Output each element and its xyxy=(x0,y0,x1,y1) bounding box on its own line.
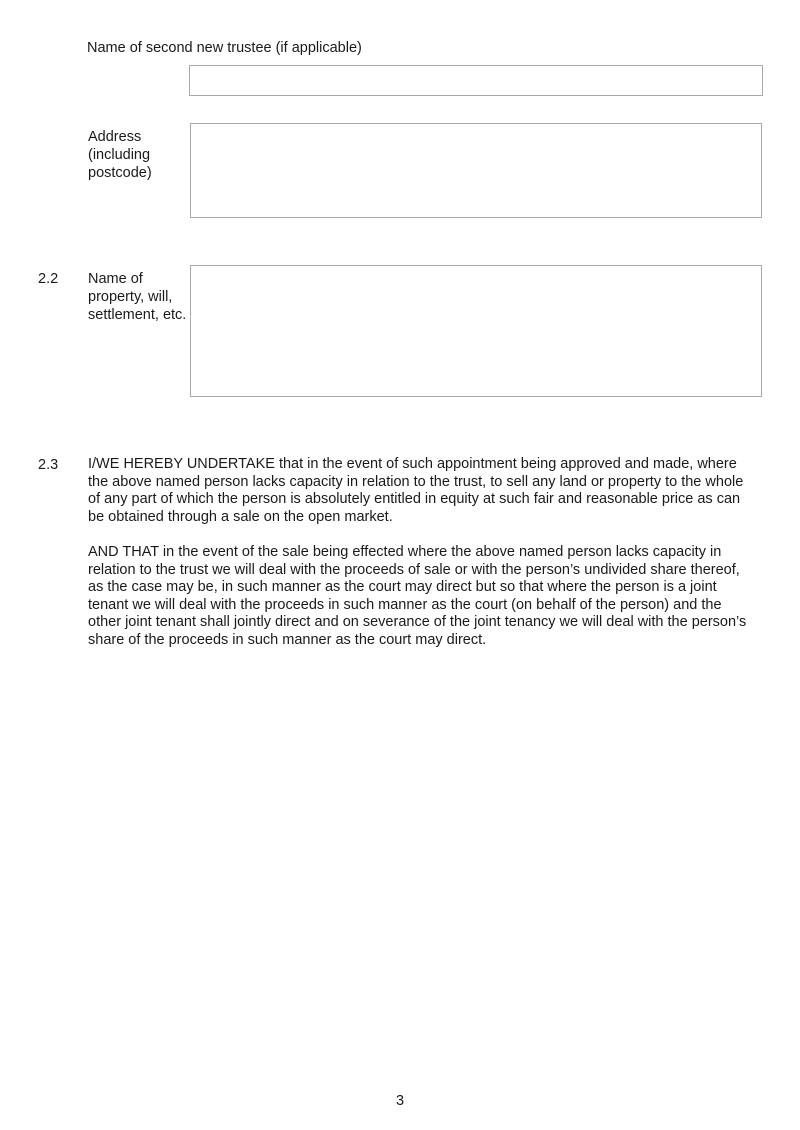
section-number-2-3: 2.3 xyxy=(38,457,59,473)
property-name-field[interactable] xyxy=(190,265,762,397)
second-trustee-name-label: Name of second new trustee (if applicable) xyxy=(87,40,362,56)
undertaking-paragraph: I/WE HEREBY UNDERTAKE that in the event of such appointment being approved and made, where the above named person lacks capacity in relation to the trust, to sell any land or property to the whole of any part of which the person is absolutely entitled in equity at such fair and reasonable price as can be obtained through a sale on the open market. xyxy=(88,456,744,525)
property-name-label-line: property, will, xyxy=(88,289,173,305)
property-name-label xyxy=(88,270,190,324)
second-trustee-name-field[interactable] xyxy=(189,65,763,96)
address-label-line: Address xyxy=(88,129,142,145)
section-number-2-2: 2.2 xyxy=(38,271,59,287)
property-name-label-line: Name of xyxy=(88,271,143,287)
page-number: 3 xyxy=(395,1093,405,1109)
address-label xyxy=(88,128,188,182)
address-label-line: (including xyxy=(88,147,151,163)
address-label-line: postcode) xyxy=(88,165,152,181)
address-field[interactable] xyxy=(190,123,762,218)
sale-proceeds-paragraph: AND THAT in the event of the sale being effected where the above named person lacks capacity in relation to the trust we will deal with the proceeds of sale or with the person’s undivided share thereof, as the case may be, in such manner as the court may direct but so that where the person is a joint tenant we will deal with the proceeds in such manner as the court (on behalf of the person) and the other joint tenant shall jointly direct and on severance of the joint tenancy we will deal with the person’s share of the proceeds in such manner as the court may direct. xyxy=(88,544,747,648)
property-name-label-line: settlement, etc. xyxy=(88,307,187,323)
